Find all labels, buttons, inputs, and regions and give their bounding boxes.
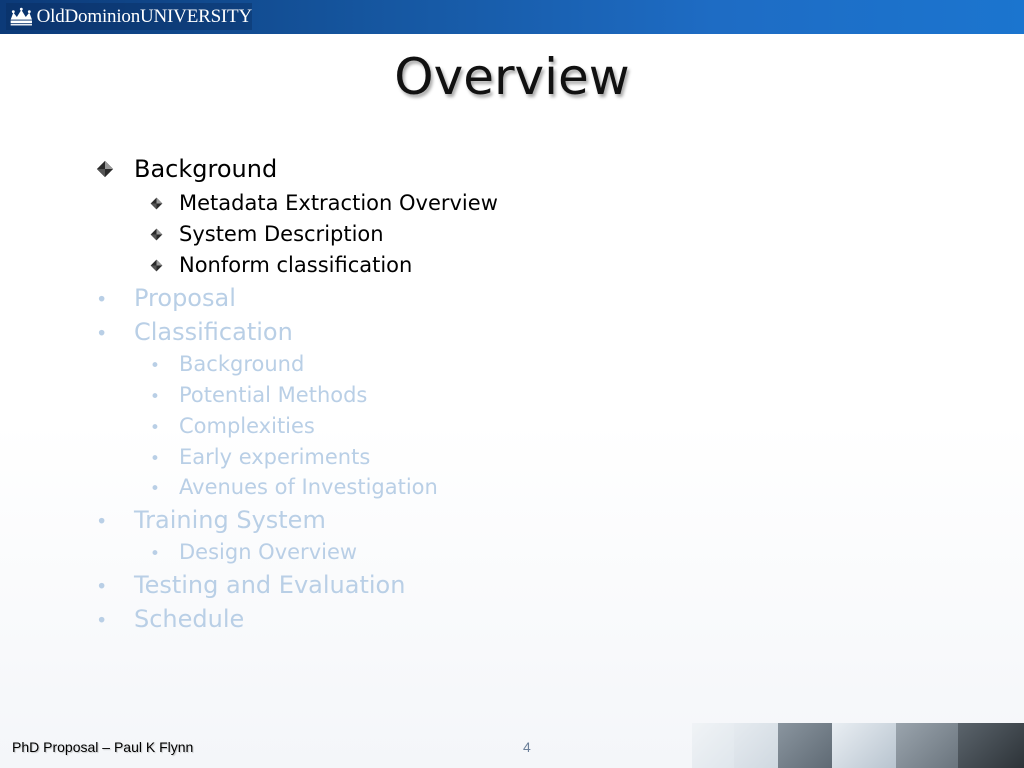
diamond-bullet-icon bbox=[150, 259, 179, 272]
dot-bullet-icon: • bbox=[96, 609, 108, 632]
footer-image-strip bbox=[692, 723, 1024, 768]
list-item bbox=[96, 281, 236, 315]
list-item bbox=[150, 188, 498, 218]
image-tile bbox=[896, 723, 958, 768]
list-item bbox=[96, 152, 277, 186]
dot-bullet-icon: • bbox=[150, 543, 160, 563]
dot-bullet-icon: • bbox=[150, 448, 160, 468]
dot-bullet-icon: • bbox=[150, 386, 160, 406]
list-item bbox=[96, 602, 244, 636]
list-item bbox=[150, 219, 384, 249]
list-item-label: Early experiments bbox=[179, 445, 371, 469]
image-tile bbox=[832, 723, 896, 768]
page-number: 4 bbox=[523, 739, 531, 755]
list-item-label: Background bbox=[179, 352, 305, 376]
list-item-label: Classification bbox=[134, 318, 293, 346]
footer-presenter: PhD Proposal – Paul K Flynn bbox=[12, 739, 194, 755]
diamond-bullet-icon bbox=[96, 160, 134, 178]
dot-bullet-icon: • bbox=[150, 355, 160, 375]
dot-bullet-icon: • bbox=[96, 322, 108, 345]
dot-bullet-icon: • bbox=[96, 510, 108, 533]
list-item-label: Background bbox=[134, 155, 278, 183]
list-item bbox=[150, 380, 367, 410]
list-item bbox=[150, 349, 304, 379]
list-item-label: Testing and Evaluation bbox=[134, 571, 406, 599]
list-item-label: System Description bbox=[179, 222, 384, 246]
dot-bullet-icon: • bbox=[96, 575, 108, 598]
list-item-label: Design Overview bbox=[179, 540, 358, 564]
dot-bullet-icon: • bbox=[150, 478, 160, 498]
list-item bbox=[96, 503, 326, 537]
diamond-bullet-icon bbox=[150, 197, 179, 210]
slide-title: Overview bbox=[394, 48, 630, 106]
list-item-label: Metadata Extraction Overview bbox=[179, 191, 498, 215]
list-item bbox=[96, 315, 293, 349]
list-item-label: Avenues of Investigation bbox=[179, 475, 438, 499]
image-tile bbox=[692, 723, 734, 768]
list-item bbox=[150, 442, 370, 472]
image-tile bbox=[778, 723, 832, 768]
list-item-label: Complexities bbox=[179, 414, 315, 438]
dot-bullet-icon: • bbox=[150, 417, 160, 437]
logo-text: OldDominionUNIVERSITY bbox=[36, 5, 252, 27]
list-item bbox=[96, 568, 405, 602]
list-item-label: Schedule bbox=[134, 605, 245, 633]
dot-bullet-icon: • bbox=[96, 288, 108, 311]
list-item bbox=[150, 537, 357, 567]
list-item-label: Training System bbox=[134, 506, 326, 534]
list-item-label: Proposal bbox=[134, 284, 236, 312]
image-tile bbox=[734, 723, 778, 768]
list-item-label: Nonform classification bbox=[179, 253, 413, 277]
list-item bbox=[150, 250, 412, 280]
list-item bbox=[150, 411, 315, 441]
list-item-label: Potential Methods bbox=[179, 383, 368, 407]
diamond-bullet-icon bbox=[150, 228, 179, 241]
list-item bbox=[150, 472, 438, 502]
image-tile bbox=[958, 723, 1024, 768]
